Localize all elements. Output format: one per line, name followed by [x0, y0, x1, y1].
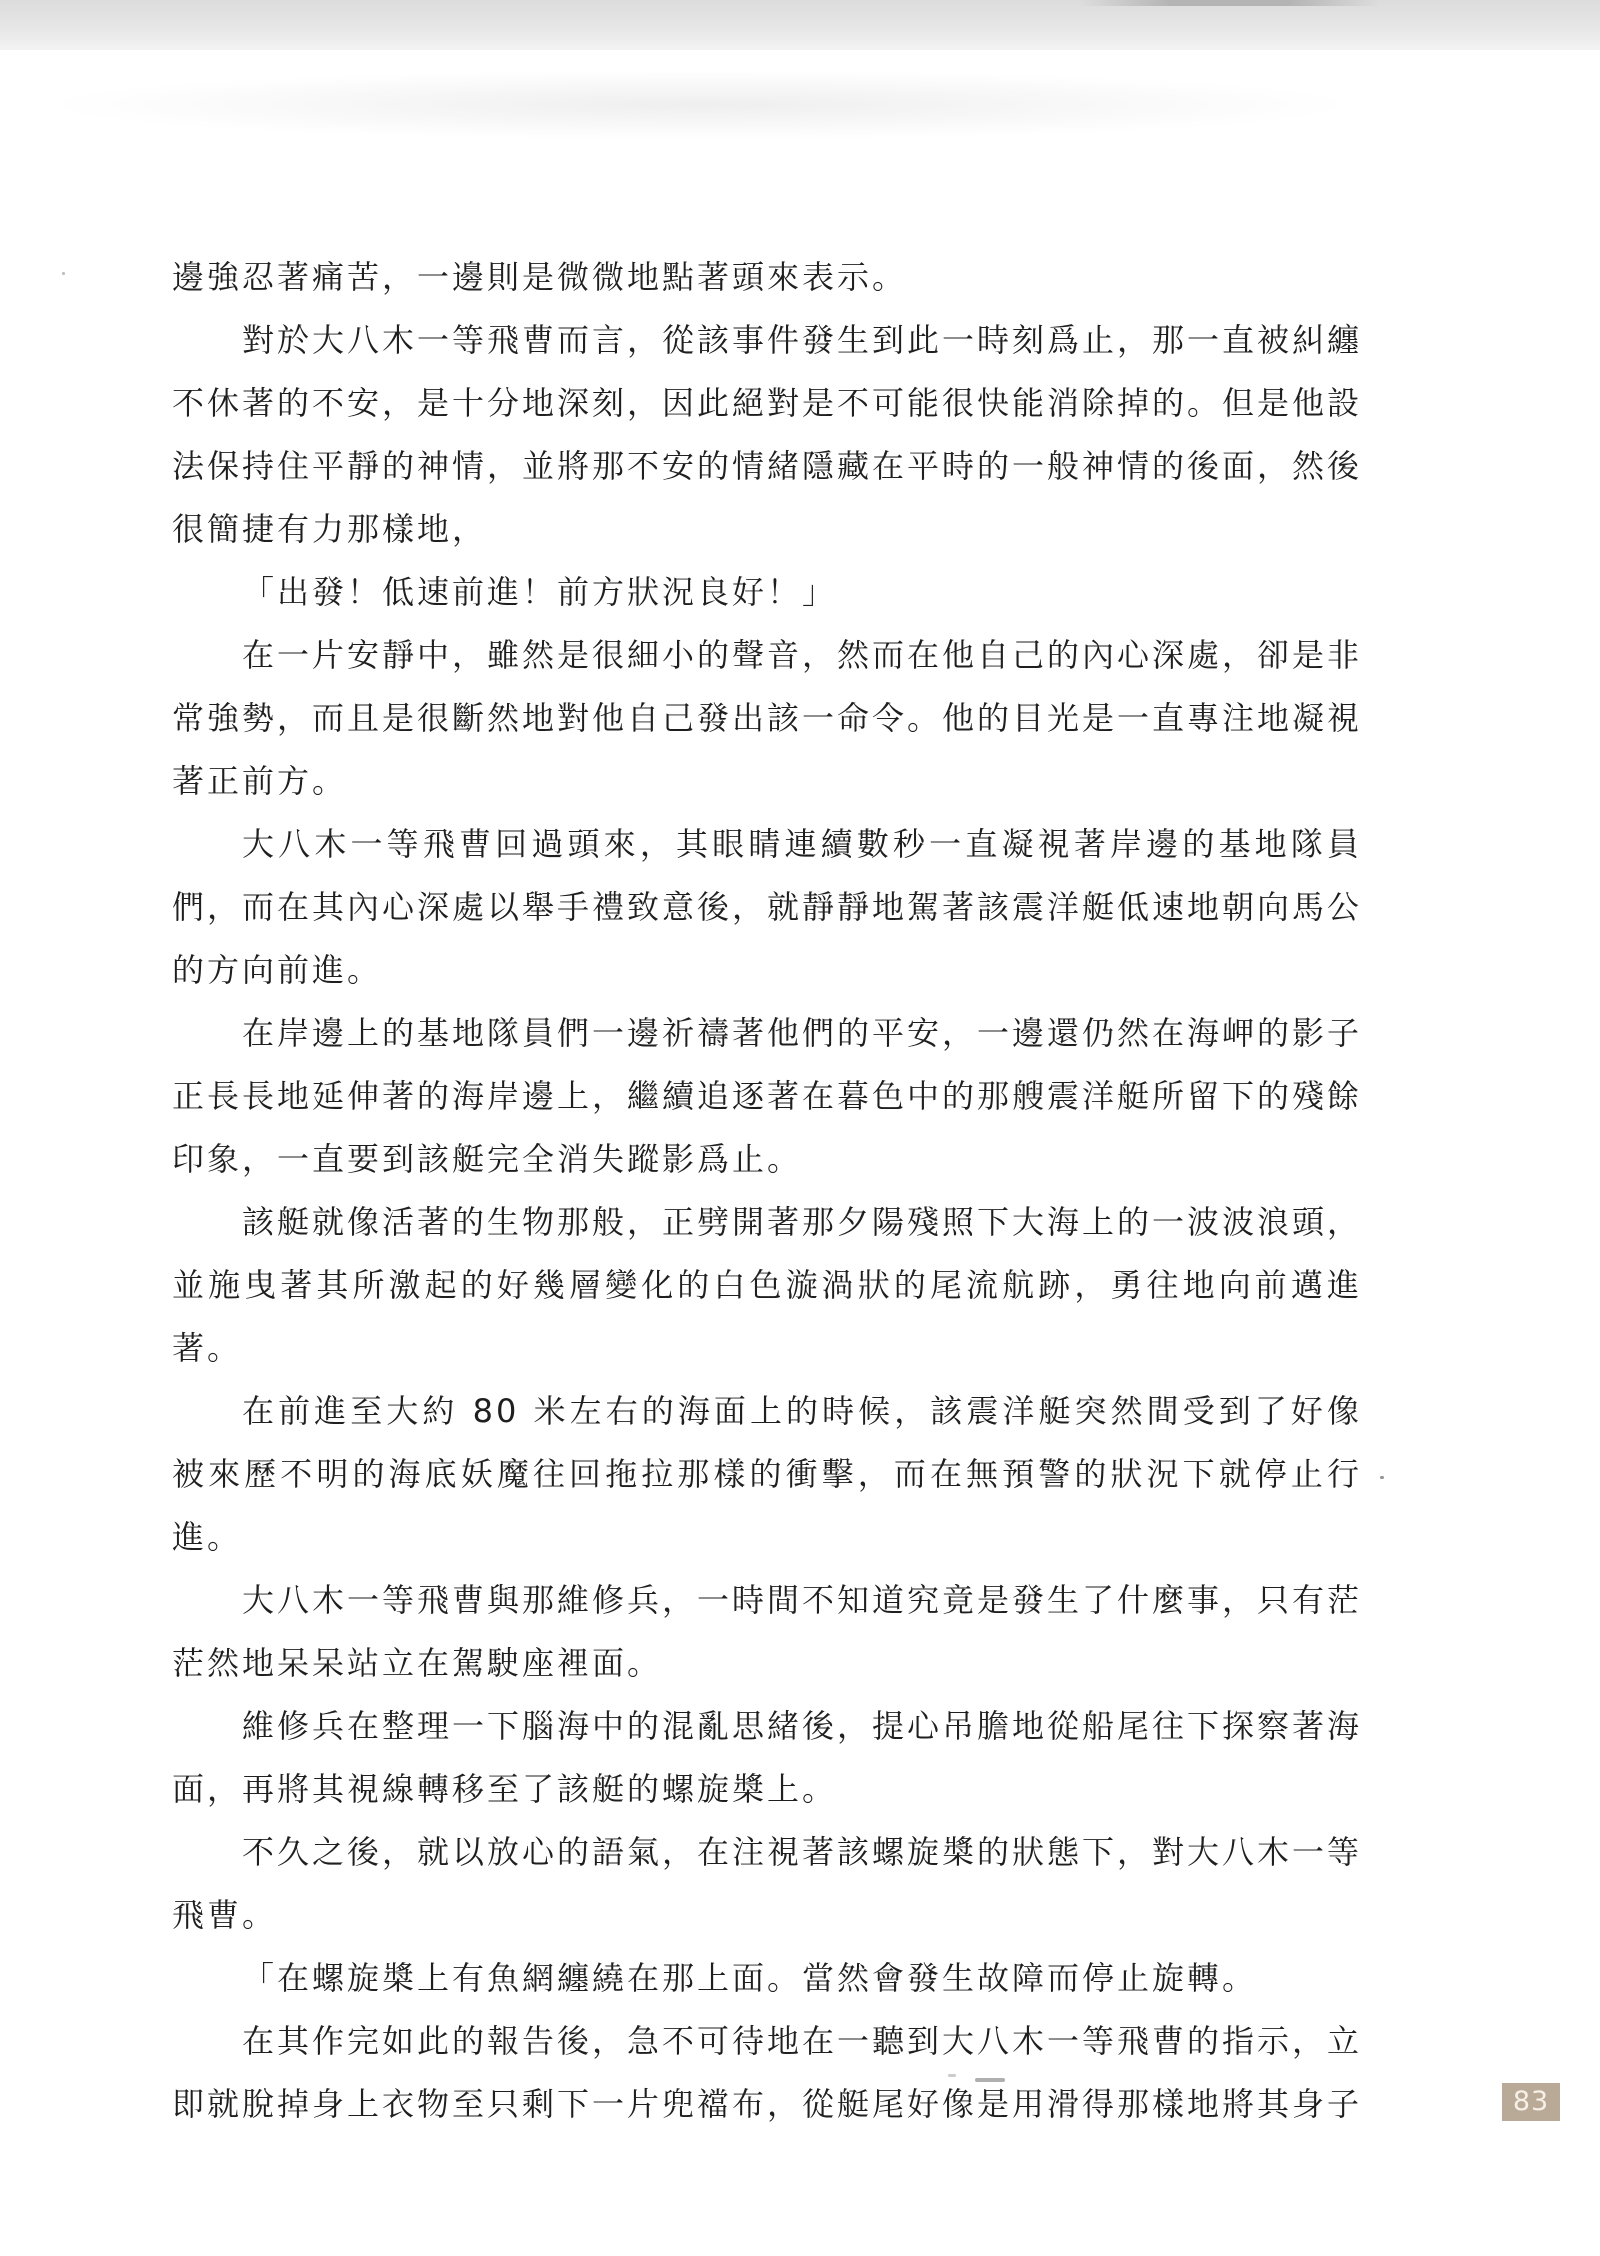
- paragraph: 在前進至大約 80 米左右的海面上的時候，該震洋艇突然間受到了好像被來歷不明的海底妖魔往回拖拉那樣的衝擊，而在無預警的狀況下就停止行進。: [172, 1392, 1362, 1556]
- paragraph: 對於大八木一等飛曹而言，從該事件發生到此一時刻爲止，那一直被糾纏不休著的不安，是十分地深刻，因此絕對是不可能很快能消除掉的。但是他設法保持住平靜的神情，並將那不安的情緒隱藏在平時的一般神情的後面，然後很簡捷有力那樣地，: [172, 321, 1363, 548]
- page-number: 83: [1502, 2083, 1560, 2121]
- paragraph: 大八木一等飛曹與那維修兵，一時間不知道究竟是發生了什麼事，只有茫茫然地呆呆站立在駕駛座裡面。: [172, 1581, 1363, 1682]
- scan-speck: [1380, 1476, 1384, 1479]
- paragraph-dialogue: 「出發！低速前進！前方狀況良好！」: [242, 573, 838, 611]
- paragraph: 維修兵在整理一下腦海中的混亂思緒後，提心吊膽地從船尾往下探察著海面，再將其視線轉移至了該艇的螺旋槳上。: [172, 1707, 1363, 1808]
- paragraph: 大八木一等飛曹回過頭來，其眼睛連續數秒一直凝視著岸邊的基地隊員們，而在其內心深處以舉手禮致意後，就靜靜地駕著該震洋艇低速地朝向馬公的方向前進。: [172, 825, 1363, 989]
- body-text: [172, 246, 1362, 2136]
- paragraph: 不久之後，就以放心的語氣，在注視著該螺旋槳的狀態下，對大八木一等飛曹。: [172, 1833, 1363, 1934]
- paragraph: 該艇就像活著的生物那般，正劈開著那夕陽殘照下大海上的一波波浪頭，並施曳著其所激起的好幾層變化的白色漩渦狀的尾流航跡，勇往地向前邁進著。: [172, 1203, 1363, 1367]
- header-smudge: [1080, 0, 1380, 6]
- scan-haze: [40, 70, 1360, 140]
- paragraph: 在其作完如此的報告後，急不可待地在一聽到大八木一等飛曹的指示，立即就脫掉身上衣物至只剩下一片兜襠布，從艇尾好像是用滑得那樣地將其身子: [172, 2022, 1363, 2123]
- paragraph-dialogue: 「在螺旋槳上有魚網纏繞在那上面。當然會發生故障而停止旋轉。: [242, 1959, 1258, 1997]
- scan-mark: [975, 2078, 1005, 2082]
- scan-mark: [948, 2074, 956, 2077]
- scan-top-shadow: [0, 0, 1600, 50]
- paragraph: 在一片安靜中，雖然是很細小的聲音，然而在他自己的內心深處，卻是非常強勢，而且是很斷然地對他自己發出該一命令。他的目光是一直專注地凝視著正前方。: [172, 636, 1363, 800]
- paragraph: 在岸邊上的基地隊員們一邊祈禱著他們的平安，一邊還仍然在海岬的影子正長長地延伸著的海岸邊上，繼續追逐著在暮色中的那艘震洋艇所留下的殘餘印象，一直要到該艇完全消失蹤影爲止。: [172, 1014, 1363, 1178]
- paragraph-continuation: 邊強忍著痛苦，一邊則是微微地點著頭來表示。: [172, 258, 908, 296]
- scan-speck: [62, 272, 65, 275]
